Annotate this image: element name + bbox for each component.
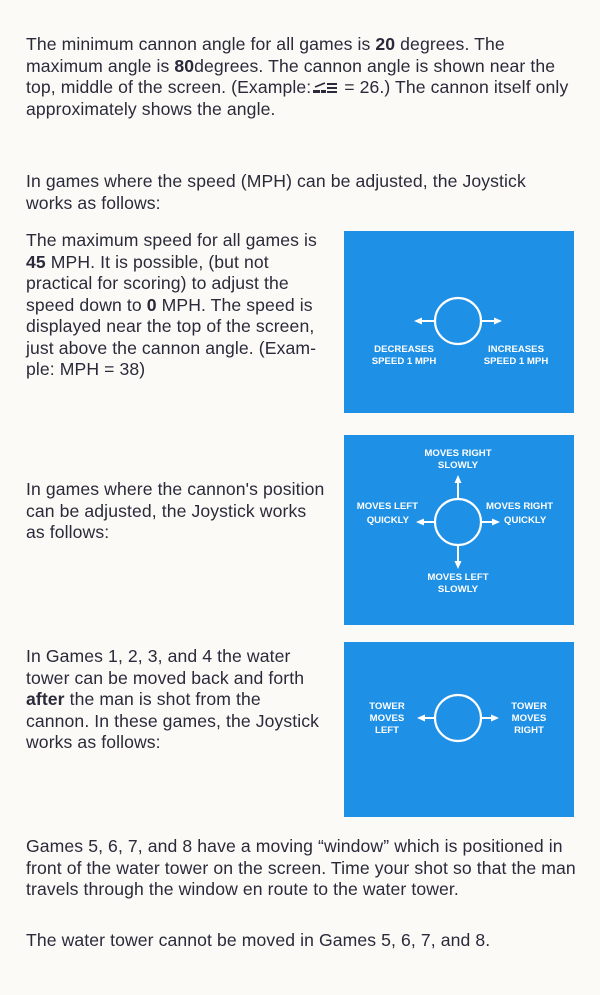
joystick-circle bbox=[435, 499, 481, 545]
speed-joystick-diagram bbox=[344, 231, 574, 413]
max-speed-paragraph: The maximum speed for all games is 45 MPH. It is possible, (but not practical for scoring) to adjust the speed down to 0 MPH. The speed is displayed near the top of the screen, just above the cannon angle. (Exam- ple: MPH = 38) bbox=[26, 230, 317, 379]
arrow-left-icon bbox=[414, 318, 422, 325]
tower-joystick-diagram bbox=[344, 642, 574, 817]
after-emphasis: after bbox=[26, 689, 65, 709]
tower-joystick-svg bbox=[344, 642, 574, 817]
joystick-circle bbox=[435, 695, 481, 741]
position-left-label-2: QUICKLY bbox=[366, 515, 409, 526]
arrow-left-icon bbox=[417, 715, 425, 722]
position-left-label-1: MOVES LEFT bbox=[356, 501, 418, 512]
arrow-right-icon bbox=[491, 715, 499, 722]
arrow-right-icon bbox=[492, 519, 500, 526]
position-joystick-svg bbox=[344, 435, 574, 625]
speed-intro-paragraph: In games where the speed (MPH) can be adjusted, the Joystick works as follows: bbox=[26, 171, 526, 213]
position-down-label-2: SLOWLY bbox=[437, 584, 479, 595]
tower-right-label-1: TOWER bbox=[511, 701, 547, 712]
cannon-angle-paragraph: The minimum cannon angle for all games is 20 degrees. The maximum angle is 80degrees. The cannon angle is shown near the top, middle of the screen. (Example: = 26.) The cannon itself only approximately shows the angle. bbox=[26, 34, 569, 119]
min-speed-value: 0 bbox=[146, 294, 157, 315]
position-up-label-2: SLOWLY bbox=[437, 460, 479, 471]
joystick-circle bbox=[435, 298, 481, 344]
max-angle-value: 80 bbox=[174, 55, 195, 76]
position-down-label-1: MOVES LEFT bbox=[427, 572, 489, 583]
speed-right-label-1: INCREASES bbox=[488, 344, 544, 355]
tower-right-label-2: MOVES bbox=[511, 713, 547, 724]
position-up-label-1: MOVES RIGHT bbox=[424, 448, 492, 459]
tower-left-label-3: LEFT bbox=[375, 725, 399, 736]
arrow-left-icon bbox=[416, 519, 424, 526]
tower-fixed-paragraph: The water tower cannot be moved in Games 5, 6, 7, and 8. bbox=[26, 930, 491, 950]
position-joystick-diagram bbox=[344, 435, 574, 625]
speed-joystick-svg bbox=[344, 231, 574, 413]
speed-right-label-2: SPEED 1 MPH bbox=[483, 356, 549, 367]
position-right-label-1: MOVES RIGHT bbox=[486, 501, 554, 512]
arrow-down-icon bbox=[455, 561, 462, 569]
angle-readout-glyph bbox=[311, 81, 339, 95]
arrow-up-icon bbox=[455, 475, 462, 483]
arrow-right-icon bbox=[494, 318, 502, 325]
position-right-label-2: QUICKLY bbox=[504, 515, 547, 526]
min-angle-value: 20 bbox=[375, 34, 396, 54]
tower-left-label-2: MOVES bbox=[369, 713, 405, 724]
speed-left-label-1: DECREASES bbox=[374, 344, 434, 355]
moving-window-paragraph: Games 5, 6, 7, and 8 have a moving “window” which is positioned in front of the water tower on the screen. Time your shot so that the man travels through the window en route to the water tower. bbox=[26, 836, 576, 899]
position-intro-paragraph: In games where the cannon's position can be adjusted, the Joystick works as follows: bbox=[26, 479, 325, 542]
tower-left-label-1: TOWER bbox=[369, 701, 405, 712]
water-tower-paragraph: In Games 1, 2, 3, and 4 the water tower can be moved back and forth after the man is shot from the cannon. In these games, the Joystick works as follows: bbox=[26, 646, 320, 752]
tower-right-label-3: RIGHT bbox=[514, 725, 544, 736]
speed-left-label-2: SPEED 1 MPH bbox=[371, 356, 437, 367]
max-speed-value: 45 bbox=[26, 251, 46, 272]
